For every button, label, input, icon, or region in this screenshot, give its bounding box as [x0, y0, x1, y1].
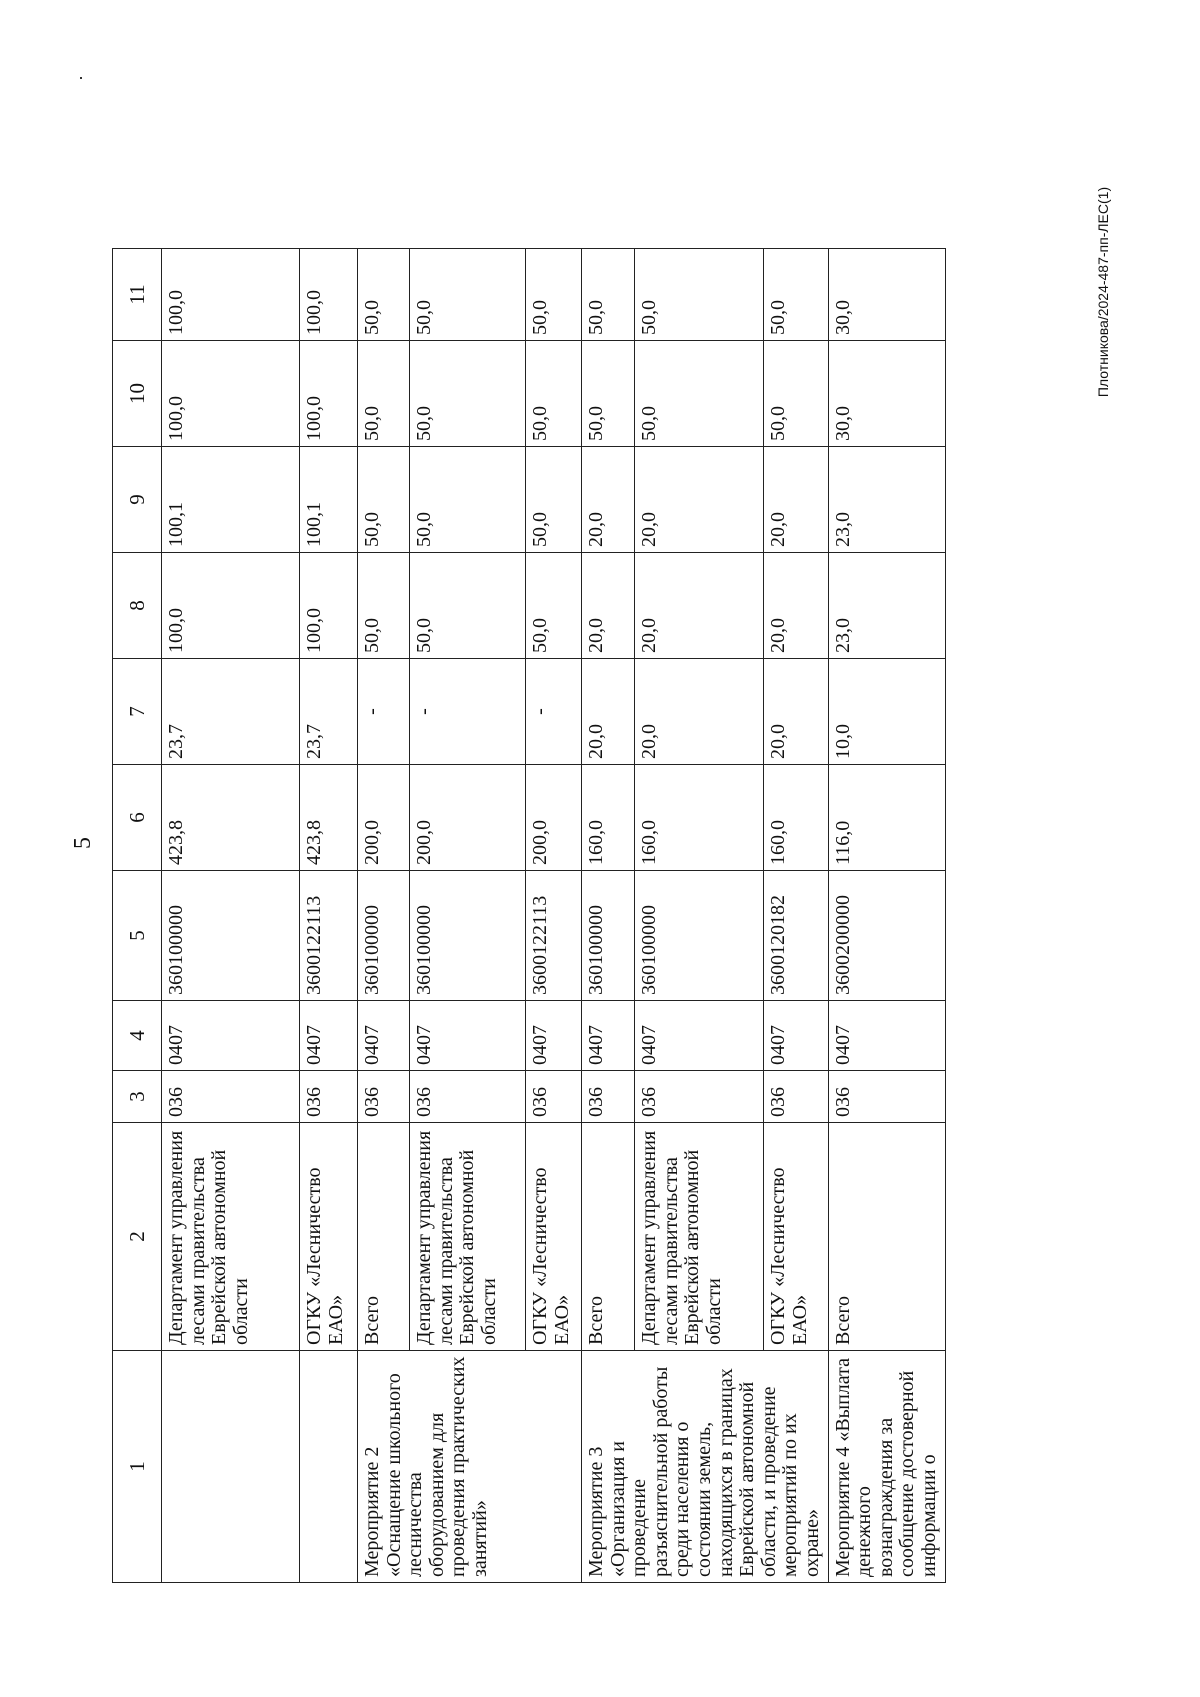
table-cell: 50,0: [764, 249, 828, 341]
header-cell: 9: [113, 447, 162, 553]
table-cell: 200,0: [358, 765, 410, 871]
table-cell: 50,0: [526, 553, 582, 659]
header-cell: 11: [113, 249, 162, 341]
table-cell: 160,0: [582, 765, 635, 871]
table-cell: 50,0: [582, 249, 635, 341]
table-row: [300, 249, 358, 1583]
header-cell: 4: [113, 1001, 162, 1071]
table-cell: 50,0: [526, 249, 582, 341]
table-cell: -: [358, 659, 410, 765]
table-row: [162, 249, 300, 1583]
table-cell: 036: [582, 1071, 635, 1123]
table-cell: 0407: [764, 1001, 828, 1071]
table-cell: 160,0: [764, 765, 828, 871]
table-cell: 360100000: [635, 871, 764, 1001]
table-cell: 20,0: [582, 447, 635, 553]
table-row: [358, 249, 410, 1583]
table-cell: 23,0: [828, 553, 945, 659]
table-cell: 160,0: [635, 765, 764, 871]
table-cell: 100,0: [300, 341, 358, 447]
executor-cell: ОГКУ «Лесничество ЕАО»: [526, 1123, 582, 1351]
activity-cell: Мероприятие 4 «Выплата денежного вознаграждения за сообщение достоверной информации о: [828, 1351, 945, 1583]
table-cell: 0407: [828, 1001, 945, 1071]
table-cell: 23,7: [300, 659, 358, 765]
table-cell: 20,0: [764, 447, 828, 553]
table-cell: 50,0: [358, 341, 410, 447]
table-cell: 360100000: [162, 871, 300, 1001]
table-cell: 036: [526, 1071, 582, 1123]
table-cell: 036: [828, 1071, 945, 1123]
table-cell: 30,0: [828, 341, 945, 447]
table-cell: 100,1: [162, 447, 300, 553]
table-cell: 036: [764, 1071, 828, 1123]
table-cell: 0407: [582, 1001, 635, 1071]
table-cell: 036: [358, 1071, 410, 1123]
table-cell: 23,0: [828, 447, 945, 553]
table-cell: 0407: [635, 1001, 764, 1071]
table-cell: 100,1: [300, 447, 358, 553]
table-cell: 50,0: [764, 341, 828, 447]
table-cell: 036: [635, 1071, 764, 1123]
table-cell: 3600120182: [764, 871, 828, 1001]
table-cell: 116,0: [828, 765, 945, 871]
table-cell: 100,0: [162, 341, 300, 447]
table-cell: 50,0: [358, 447, 410, 553]
table-cell: 0407: [358, 1001, 410, 1071]
table-cell: 100,0: [300, 249, 358, 341]
table-cell: 3600200000: [828, 871, 945, 1001]
table-cell: -: [410, 659, 526, 765]
table-cell: 036: [162, 1071, 300, 1123]
table-cell: 360100000: [582, 871, 635, 1001]
table-cell: 50,0: [410, 341, 526, 447]
header-cell: 2: [113, 1123, 162, 1351]
executor-cell: ОГКУ «Лесничество ЕАО»: [764, 1123, 828, 1351]
table-cell: 360100000: [410, 871, 526, 1001]
executor-cell: Всего: [358, 1123, 410, 1351]
table-cell: 50,0: [410, 249, 526, 341]
table-cell: 200,0: [526, 765, 582, 871]
table-cell: 20,0: [635, 447, 764, 553]
table-cell: 50,0: [635, 341, 764, 447]
table-cell: 50,0: [410, 553, 526, 659]
executor-cell: Департамент управления лесами правительства Еврейской автономной области: [635, 1123, 764, 1351]
table-cell: 036: [300, 1071, 358, 1123]
header-cell: 1: [113, 1351, 162, 1583]
table-cell: 100,0: [300, 553, 358, 659]
budget-table: [112, 248, 946, 1583]
table-cell: 23,7: [162, 659, 300, 765]
document-reference: Плотникова/2024-487-пп-ЛЕС(1): [1095, 186, 1111, 398]
table-cell: 20,0: [635, 553, 764, 659]
header-cell: 7: [113, 659, 162, 765]
table-cell: 0407: [410, 1001, 526, 1071]
table-cell: 50,0: [582, 341, 635, 447]
table-cell: 20,0: [635, 659, 764, 765]
table-cell: 50,0: [358, 249, 410, 341]
speck: [80, 77, 82, 79]
table-cell: 20,0: [582, 659, 635, 765]
executor-cell: Департамент управления лесами правительства Еврейской автономной области: [162, 1123, 300, 1351]
table-cell: 50,0: [410, 447, 526, 553]
table-cell: 0407: [162, 1001, 300, 1071]
header-row: [113, 249, 162, 1583]
executor-cell: Департамент управления лесами правительства Еврейской автономной области: [410, 1123, 526, 1351]
table-cell: 3600122113: [526, 871, 582, 1001]
table-cell: 0407: [526, 1001, 582, 1071]
header-cell: 10: [113, 341, 162, 447]
table-cell: 200,0: [410, 765, 526, 871]
table-cell: 20,0: [582, 553, 635, 659]
activity-cell: Мероприятие 2 «Оснащение школьного лесничества оборудованием для проведения практических занятий»: [358, 1351, 582, 1583]
table-cell: 100,0: [162, 553, 300, 659]
table-cell: 30,0: [828, 249, 945, 341]
table-cell: 50,0: [526, 447, 582, 553]
table-cell: 50,0: [358, 553, 410, 659]
header-cell: 5: [113, 871, 162, 1001]
table-cell: 100,0: [162, 249, 300, 341]
table-cell: 50,0: [526, 341, 582, 447]
table-cell: 0407: [300, 1001, 358, 1071]
table-cell: 360100000: [358, 871, 410, 1001]
header-cell: 3: [113, 1071, 162, 1123]
table-row: [828, 249, 945, 1583]
executor-cell: ОГКУ «Лесничество ЕАО»: [300, 1123, 358, 1351]
table-cell: 423,8: [162, 765, 300, 871]
activity-cell: [300, 1351, 358, 1583]
table-cell: 20,0: [764, 659, 828, 765]
executor-cell: Всего: [828, 1123, 945, 1351]
table-cell: 036: [410, 1071, 526, 1123]
activity-cell: [162, 1351, 300, 1583]
activity-cell: Мероприятие 3 «Организация и проведение разъяснительной работы среди населения о состоянии земель, находящихся в границах Еврейской автономной области, и проведение мероприятий по их охране»: [582, 1351, 829, 1583]
table-cell: 10,0: [828, 659, 945, 765]
header-cell: 6: [113, 765, 162, 871]
table-cell: 3600122113: [300, 871, 358, 1001]
header-cell: 8: [113, 553, 162, 659]
table-cell: 50,0: [635, 249, 764, 341]
table-cell: 20,0: [764, 553, 828, 659]
table-cell: 423,8: [300, 765, 358, 871]
executor-cell: Всего: [582, 1123, 635, 1351]
table-cell: -: [526, 659, 582, 765]
table-row: [582, 249, 635, 1583]
page-number: 5: [70, 837, 96, 849]
